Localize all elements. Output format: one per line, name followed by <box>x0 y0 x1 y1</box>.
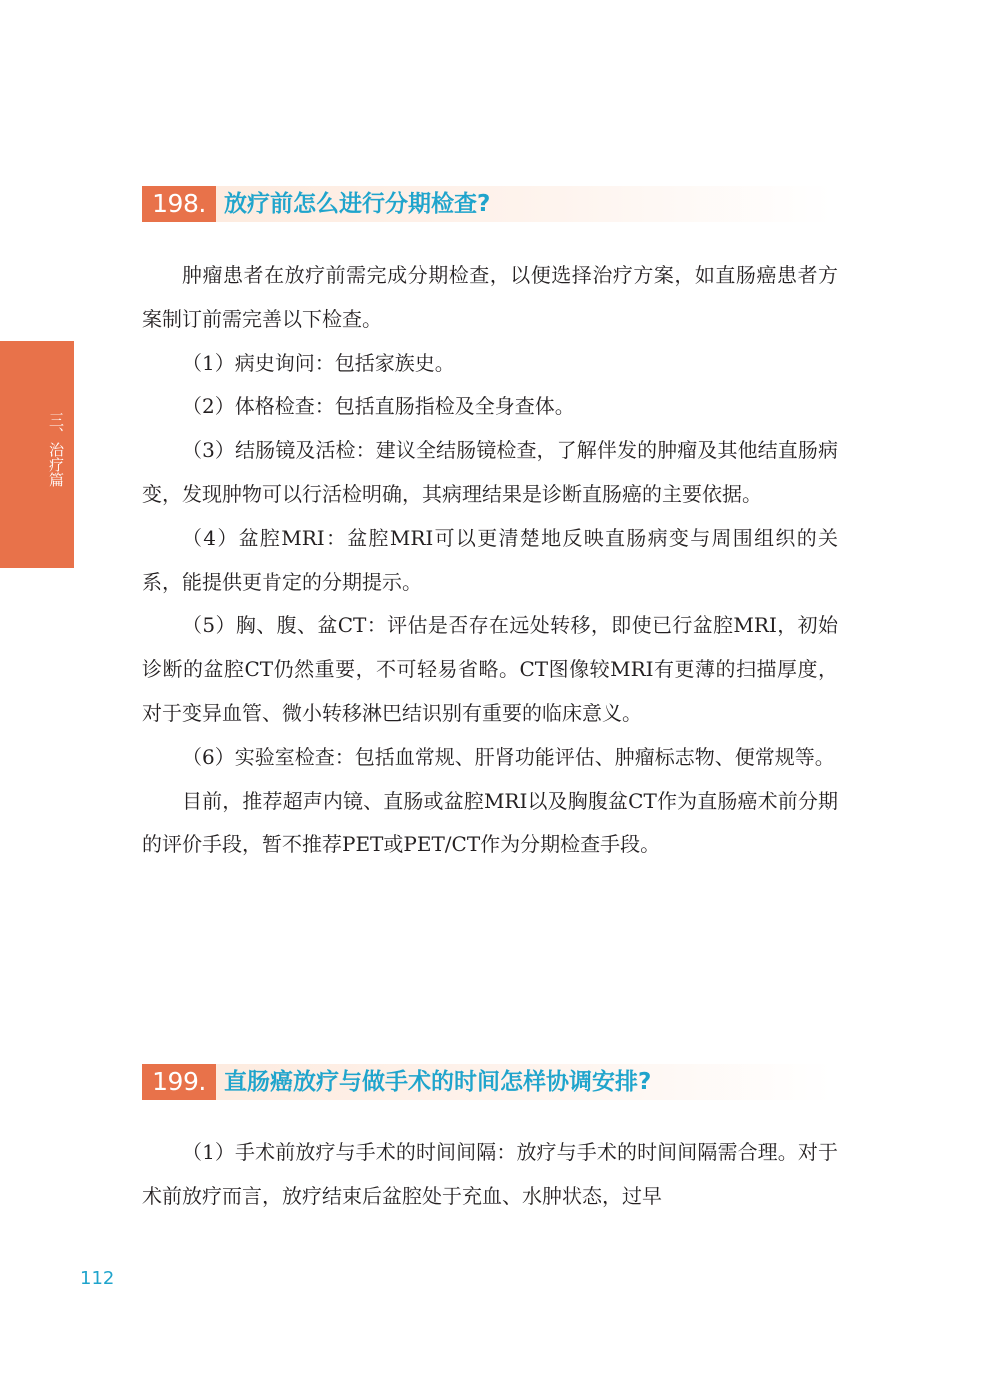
paragraph: （2）体格检查：包括直肠指检及全身查体。 <box>182 394 575 419</box>
paragraph: 目前，推荐超声内镜、直肠或盆腔MRI以及胸腹盆CT作为直肠癌术前分期的评价手段，暂不推荐PET或PET/CT作为分期检查手段。 <box>142 788 838 857</box>
section-title: 直肠癌放疗与做手术的时间怎样协调安排? <box>224 1069 652 1095</box>
paragraph: （3）结肠镜及活检：建议全结肠镜检查，了解伴发的肿瘤及其他结直肠病变，发现肿物可以行活检明确，其病理结果是诊断直肠癌的主要依据。 <box>142 438 838 506</box>
paragraph: （1）病史询问：包括家族史。 <box>182 350 455 375</box>
paragraph: （6）实验室检查：包括血常规、肝肾功能评估、肿瘤标志物、便常规等。 <box>182 744 835 769</box>
chapter-label: 三、治疗篇 <box>47 412 65 487</box>
paragraph: （4）盆腔MRI：盆腔MRI可以更清楚地反映直肠病变与周围组织的关系，能提供更肯定的分期提示。 <box>142 525 838 594</box>
paragraph: 肿瘤患者在放疗前需完成分期检查，以便选择治疗方案，如直肠癌患者方案制订前需完善以下检查。 <box>142 263 838 331</box>
section-title: 放疗前怎么进行分期检查? <box>224 191 491 217</box>
section-199-body <box>142 1131 838 1219</box>
section-198-body <box>142 254 838 867</box>
section-198-heading <box>142 186 832 222</box>
paragraph: （1）手术前放疗与手术的时间间隔：放疗与手术的时间间隔需合理。对于术前放疗而言，放疗结束后盆腔处于充血、水肿状态，过早 <box>142 1140 838 1208</box>
section-number: 199. <box>142 1064 216 1100</box>
page-number: 112 <box>80 1268 115 1289</box>
section-number: 198. <box>142 186 216 222</box>
paragraph: （5）胸、腹、盆CT：评估是否存在远处转移，即使已行盆腔MRI，初始诊断的盆腔CT仍然重要，不可轻易省略。CT图像较MRI有更薄的扫描厚度，对于变异血管、微小转移淋巴结识别有重要的临床意义。 <box>142 613 838 725</box>
section-199-heading <box>142 1064 832 1100</box>
